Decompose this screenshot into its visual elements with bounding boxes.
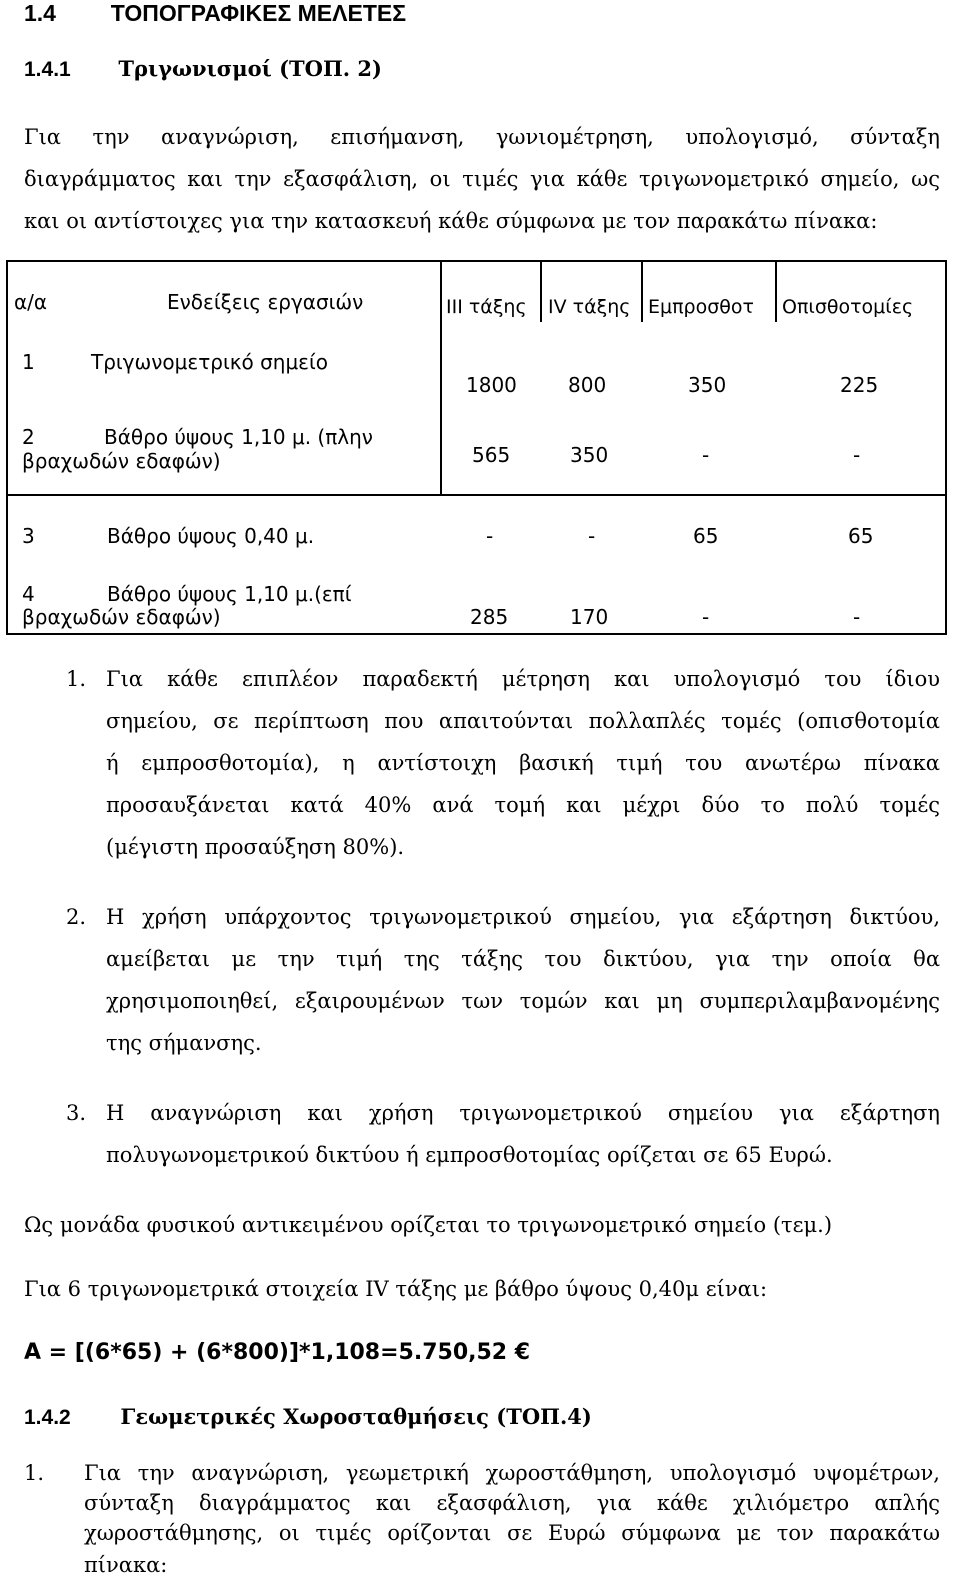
row-1-label: Τριγωνομετρικό σημείο: [91, 350, 328, 374]
note-1-line-4: προσαυξάνεται κατά 40% ανά τομή και μέχρι δύο το πολύ τομές: [106, 793, 940, 817]
note-2-line-2: αμείβεται με την τιμή της τάξης του δικτύου, για την οποία θα: [106, 947, 940, 971]
intro-line-2: διαγράμματος και την εξασφάλιση, οι τιμές για κάθε τριγωνομετρικό σημείο, ως: [24, 167, 940, 191]
row-4-resection: -: [853, 605, 861, 629]
header-forward: Εμπροσθοτ: [648, 296, 754, 318]
note-3-line-1: Η αναγνώριση και χρήση τριγωνομετρικού σημείου για εξάρτηση: [106, 1101, 940, 1125]
note-1-line-1: Για κάθε επιπλέον παραδεκτή μέτρηση και υπολογισμό του ίδιου: [106, 667, 940, 691]
table-col-divider-2: [540, 260, 542, 322]
section-title: ΤΟΠΟΓΡΑΦΙΚΕΣ ΜΕΛΕΤΕΣ: [110, 0, 407, 26]
table-border-bottom: [6, 633, 947, 635]
row-2-forward: -: [702, 443, 710, 467]
header-works: Ενδείξεις εργασιών: [167, 290, 364, 314]
row-2-label: Βάθρο ύψους 1,10 μ. (πλην: [104, 425, 373, 449]
header-class-iv: ΙV τάξης: [548, 296, 631, 318]
final-item-line-3: χωροστάθμησης, οι τιμές ορίζονται σε Ευρώ σύμφωνα με τον παρακάτω: [84, 1521, 940, 1545]
note-2-line-1: Η χρήση υπάρχοντος τριγωνομετρικού σημείου, για εξάρτηση δικτύου,: [106, 905, 940, 929]
final-item-line-2: σύνταξη διαγράμματος και εξασφάλιση, για κάθε χιλιόμετρο απλής: [84, 1491, 940, 1515]
note-1-line-3: ή εμπροσθοτομία), η αντίστοιχη βασική τιμή του ανωτέρω πίνακα: [106, 751, 940, 775]
row-1-class-iv: 800: [568, 373, 607, 397]
header-class-iii: ΙΙΙ τάξης: [446, 296, 527, 318]
table-row-divider: [6, 494, 947, 496]
table-col-divider-1: [440, 260, 442, 496]
subsection-heading-2: [24, 1404, 592, 1430]
row-1-num: 1: [22, 350, 35, 374]
row-3-resection: 65: [848, 524, 874, 548]
example-line: Για 6 τριγωνομετρικά στοιχεία ΙV τάξης με βάθρο ύψους 0,40μ είναι:: [24, 1277, 768, 1301]
row-2-class-iv: 350: [570, 443, 609, 467]
row-2-class-iii: 565: [472, 443, 511, 467]
section-number: 1.4: [24, 0, 56, 26]
subsection-title: Τριγωνισμοί (ΤΟΠ. 2): [118, 56, 382, 81]
cost-formula: Α = [(6*65) + (6*800)]*1,108=5.750,52 €: [24, 1340, 531, 1365]
table-border-right: [945, 260, 947, 635]
table-border-left: [6, 260, 8, 635]
row-4-class-iii: 285: [470, 605, 509, 629]
note-3-line-2: πολυγωνομετρικού δικτύου ή εμπροσθοτομίας ορίζεται σε 65 Ευρώ.: [106, 1143, 833, 1167]
row-1-class-iii: 1800: [466, 373, 517, 397]
row-4-class-iv: 170: [570, 605, 609, 629]
intro-line-3: και οι αντίστοιχες για την κατασκευή κάθε σύμφωνα με τον παρακάτω πίνακα:: [24, 209, 878, 233]
note-1-number: 1.: [66, 667, 87, 691]
row-2-num: 2: [22, 425, 35, 449]
unit-line: Ως μονάδα φυσικού αντικειμένου ορίζεται το τριγωνομετρικό σημείο (τεμ.): [24, 1213, 833, 1237]
final-item-number: 1.: [24, 1461, 45, 1485]
header-resection: Οπισθοτομίες: [782, 296, 914, 318]
final-item-line-4: πίνακα:: [84, 1553, 168, 1577]
row-3-label: Βάθρο ύψους 0,40 μ.: [107, 524, 315, 548]
note-1-line-2: σημείου, σε περίπτωση που απαιτούνται πολλαπλές τομές (οπισθοτομία: [106, 709, 940, 733]
table-col-divider-4: [775, 260, 777, 322]
row-4-label-cont: βραχωδών εδαφών): [22, 605, 221, 629]
row-3-num: 3: [22, 524, 35, 548]
row-1-forward: 350: [688, 373, 727, 397]
note-2-line-4: της σήμανσης.: [106, 1031, 262, 1055]
subsection-2-number: 1.4.2: [24, 1406, 71, 1429]
note-2-number: 2.: [66, 905, 87, 929]
row-3-forward: 65: [693, 524, 719, 548]
row-3-class-iv: -: [588, 524, 596, 548]
header-aa: α/α: [14, 290, 48, 314]
table-border-top: [6, 260, 947, 262]
subsection-2-title: Γεωμετρικές Χωροσταθμήσεις (ΤΟΠ.4): [120, 1404, 592, 1429]
row-4-forward: -: [702, 605, 710, 629]
note-3-number: 3.: [66, 1101, 87, 1125]
row-2-label-cont: βραχωδών εδαφών): [22, 449, 221, 473]
row-4-num: 4: [22, 582, 35, 606]
note-2-line-3: χρησιμοποιηθεί, εξαιρουμένων των τομών και μη συμπεριλαμβανομένης: [106, 989, 940, 1013]
row-1-resection: 225: [840, 373, 879, 397]
intro-line-1: Για την αναγνώριση, επισήμανση, γωνιομέτρηση, υπολογισμό, σύνταξη: [24, 125, 940, 149]
final-item-line-1: Για την αναγνώριση, γεωμετρική χωροστάθμηση, υπολογισμό υψομέτρων,: [84, 1461, 940, 1485]
note-1-line-5: (μέγιστη προσαύξηση 80%).: [106, 835, 405, 859]
row-2-resection: -: [853, 443, 861, 467]
subsection-number: 1.4.1: [24, 58, 71, 81]
row-3-class-iii: -: [486, 524, 494, 548]
row-4-label: Βάθρο ύψους 1,10 μ.(επί: [107, 582, 352, 606]
table-col-divider-3: [641, 260, 643, 322]
